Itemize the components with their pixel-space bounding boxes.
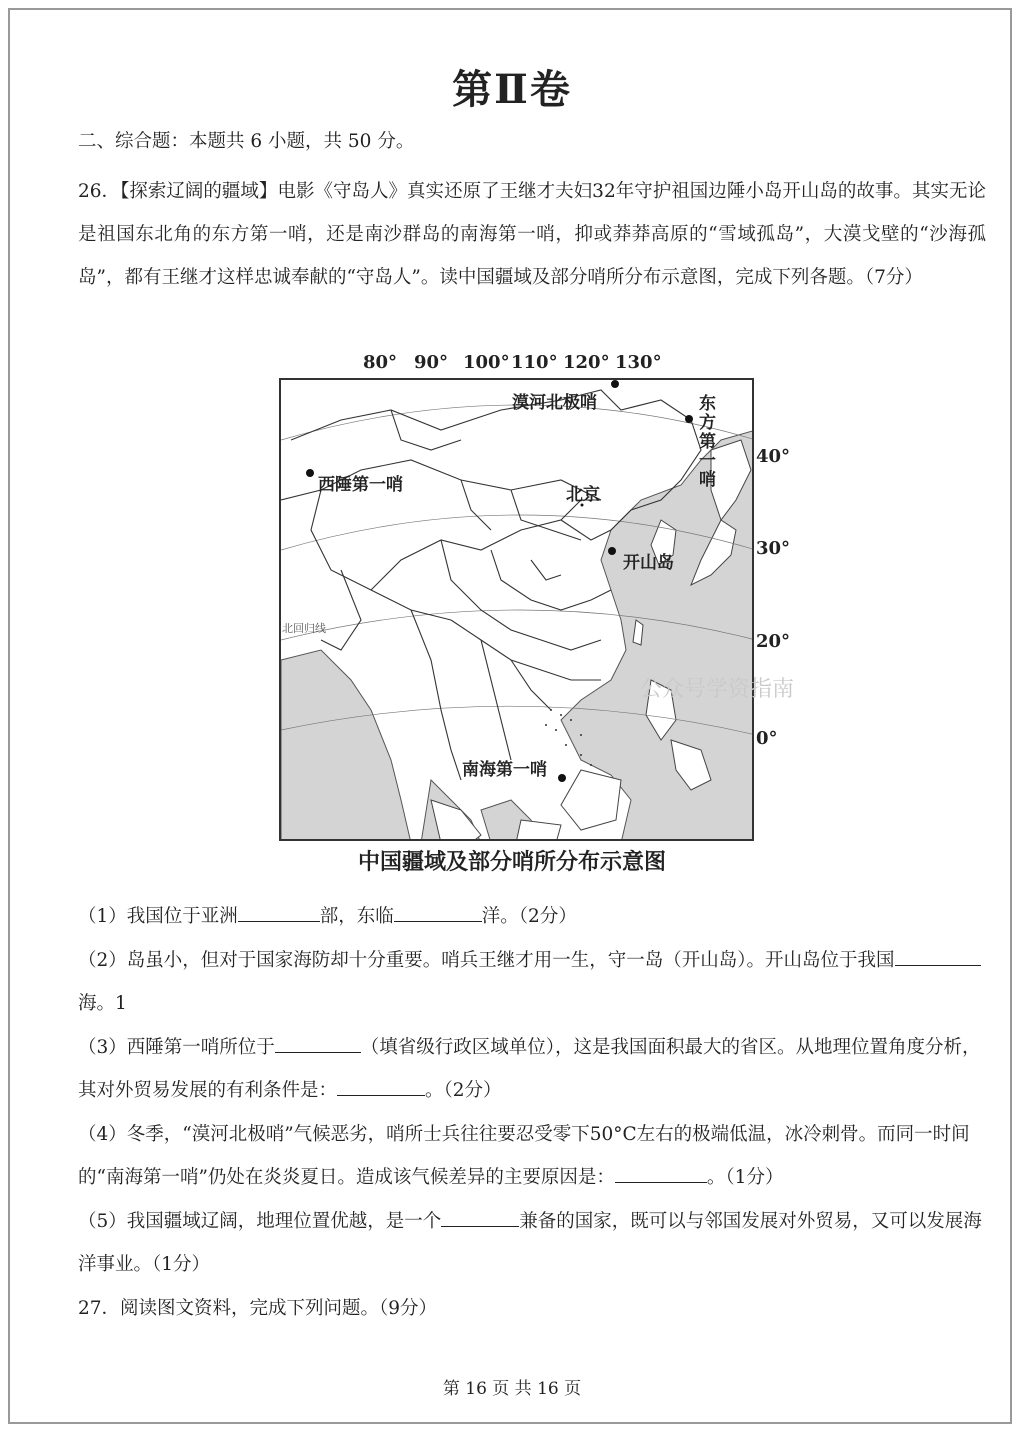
label-kaishan-island: 开山岛 bbox=[623, 553, 674, 573]
question-26-intro: 26．【探索辽阔的疆域】电影《守岛人》真实还原了王继才夫妇32年守护祖国边陲小岛开山岛的故事。其实无论是祖国东北角的东方第一哨，还是南沙群岛的南海第一哨，抑或莽莽高原的“雪域孤岛”，大漠戈壁的“沙海孤岛”，都有王继才这样忠诚奉献的“守岛人”。读中国疆域及部分哨所分布示意图，完成下列各题。（7分） bbox=[78, 181, 986, 288]
watermark: 公众号学资指南 bbox=[640, 677, 795, 702]
answer-blank[interactable] bbox=[441, 1208, 519, 1228]
question-26-2: （2）岛虽小，但对于国家海防却十分重要。哨兵王继才用一生，守一岛（开山岛）。开山岛位于我国 海。1 bbox=[78, 939, 988, 1025]
lon-label: 100° bbox=[463, 352, 510, 373]
lat-label: 40° bbox=[756, 446, 791, 467]
page-footer: 第 16 页 共 16 页 bbox=[442, 1379, 582, 1399]
label-nanhai-outpost: 南海第一哨 bbox=[462, 760, 547, 780]
section-heading: 二、综合题：本题共 6 小题，共 50 分。 bbox=[78, 131, 415, 152]
question-26-3: （3）西陲第一哨所位于 （填省级行政区域单位），这是我国面积最大的省区。从地理位置角度分析，其对外贸易发展的有利条件是： 。（2分） bbox=[78, 1026, 988, 1112]
lat-label: 20° bbox=[756, 631, 791, 652]
lon-label: 120° bbox=[563, 352, 610, 373]
lon-label: 90° bbox=[414, 352, 449, 373]
page-title: 第Ⅱ卷 bbox=[452, 66, 572, 113]
question-26-1: （1）我国位于亚洲 部，东临 洋。（2分） bbox=[78, 895, 988, 938]
map-caption: 中国疆域及部分哨所分布示意图 bbox=[357, 849, 666, 875]
label-dongfang-outpost: 东方第一哨 bbox=[695, 394, 715, 489]
answer-blank[interactable] bbox=[895, 947, 981, 967]
label-tropic-of-cancer: 北回归线 bbox=[282, 622, 326, 635]
label-beijing: 北京 bbox=[566, 485, 600, 505]
question-27: 27．阅读图文资料，完成下列问题。（9分） bbox=[78, 1298, 438, 1319]
label-xiyu-outpost: 西陲第一哨 bbox=[318, 475, 403, 495]
lon-label: 80° bbox=[363, 352, 398, 373]
answer-blank[interactable] bbox=[275, 1034, 361, 1054]
lon-label: 110° bbox=[511, 352, 558, 373]
lon-label: 130° bbox=[615, 352, 662, 373]
lat-label: 0° bbox=[756, 728, 778, 749]
answer-blank[interactable] bbox=[337, 1077, 425, 1097]
question-26-4: （4）冬季，“漠河北极哨”气候恶劣，哨所士兵往往要忍受零下50°C左右的极端低温，冰冷刺骨。而同一时间的“南海第一哨”仍处在炎炎夏日。造成该气候差异的主要原因是： 。（1分） bbox=[78, 1124, 970, 1188]
answer-blank[interactable] bbox=[238, 903, 320, 923]
answer-blank[interactable] bbox=[394, 903, 482, 923]
question-26-5: （5）我国疆域辽阔，地理位置优越，是一个 兼备的国家，既可以与邻国发展对外贸易，又可以发展海洋事业。（1分） bbox=[78, 1200, 988, 1286]
answer-blank[interactable] bbox=[615, 1164, 707, 1184]
lat-label: 30° bbox=[756, 538, 791, 559]
label-mohe-outpost: 漠河北极哨 bbox=[512, 393, 597, 413]
